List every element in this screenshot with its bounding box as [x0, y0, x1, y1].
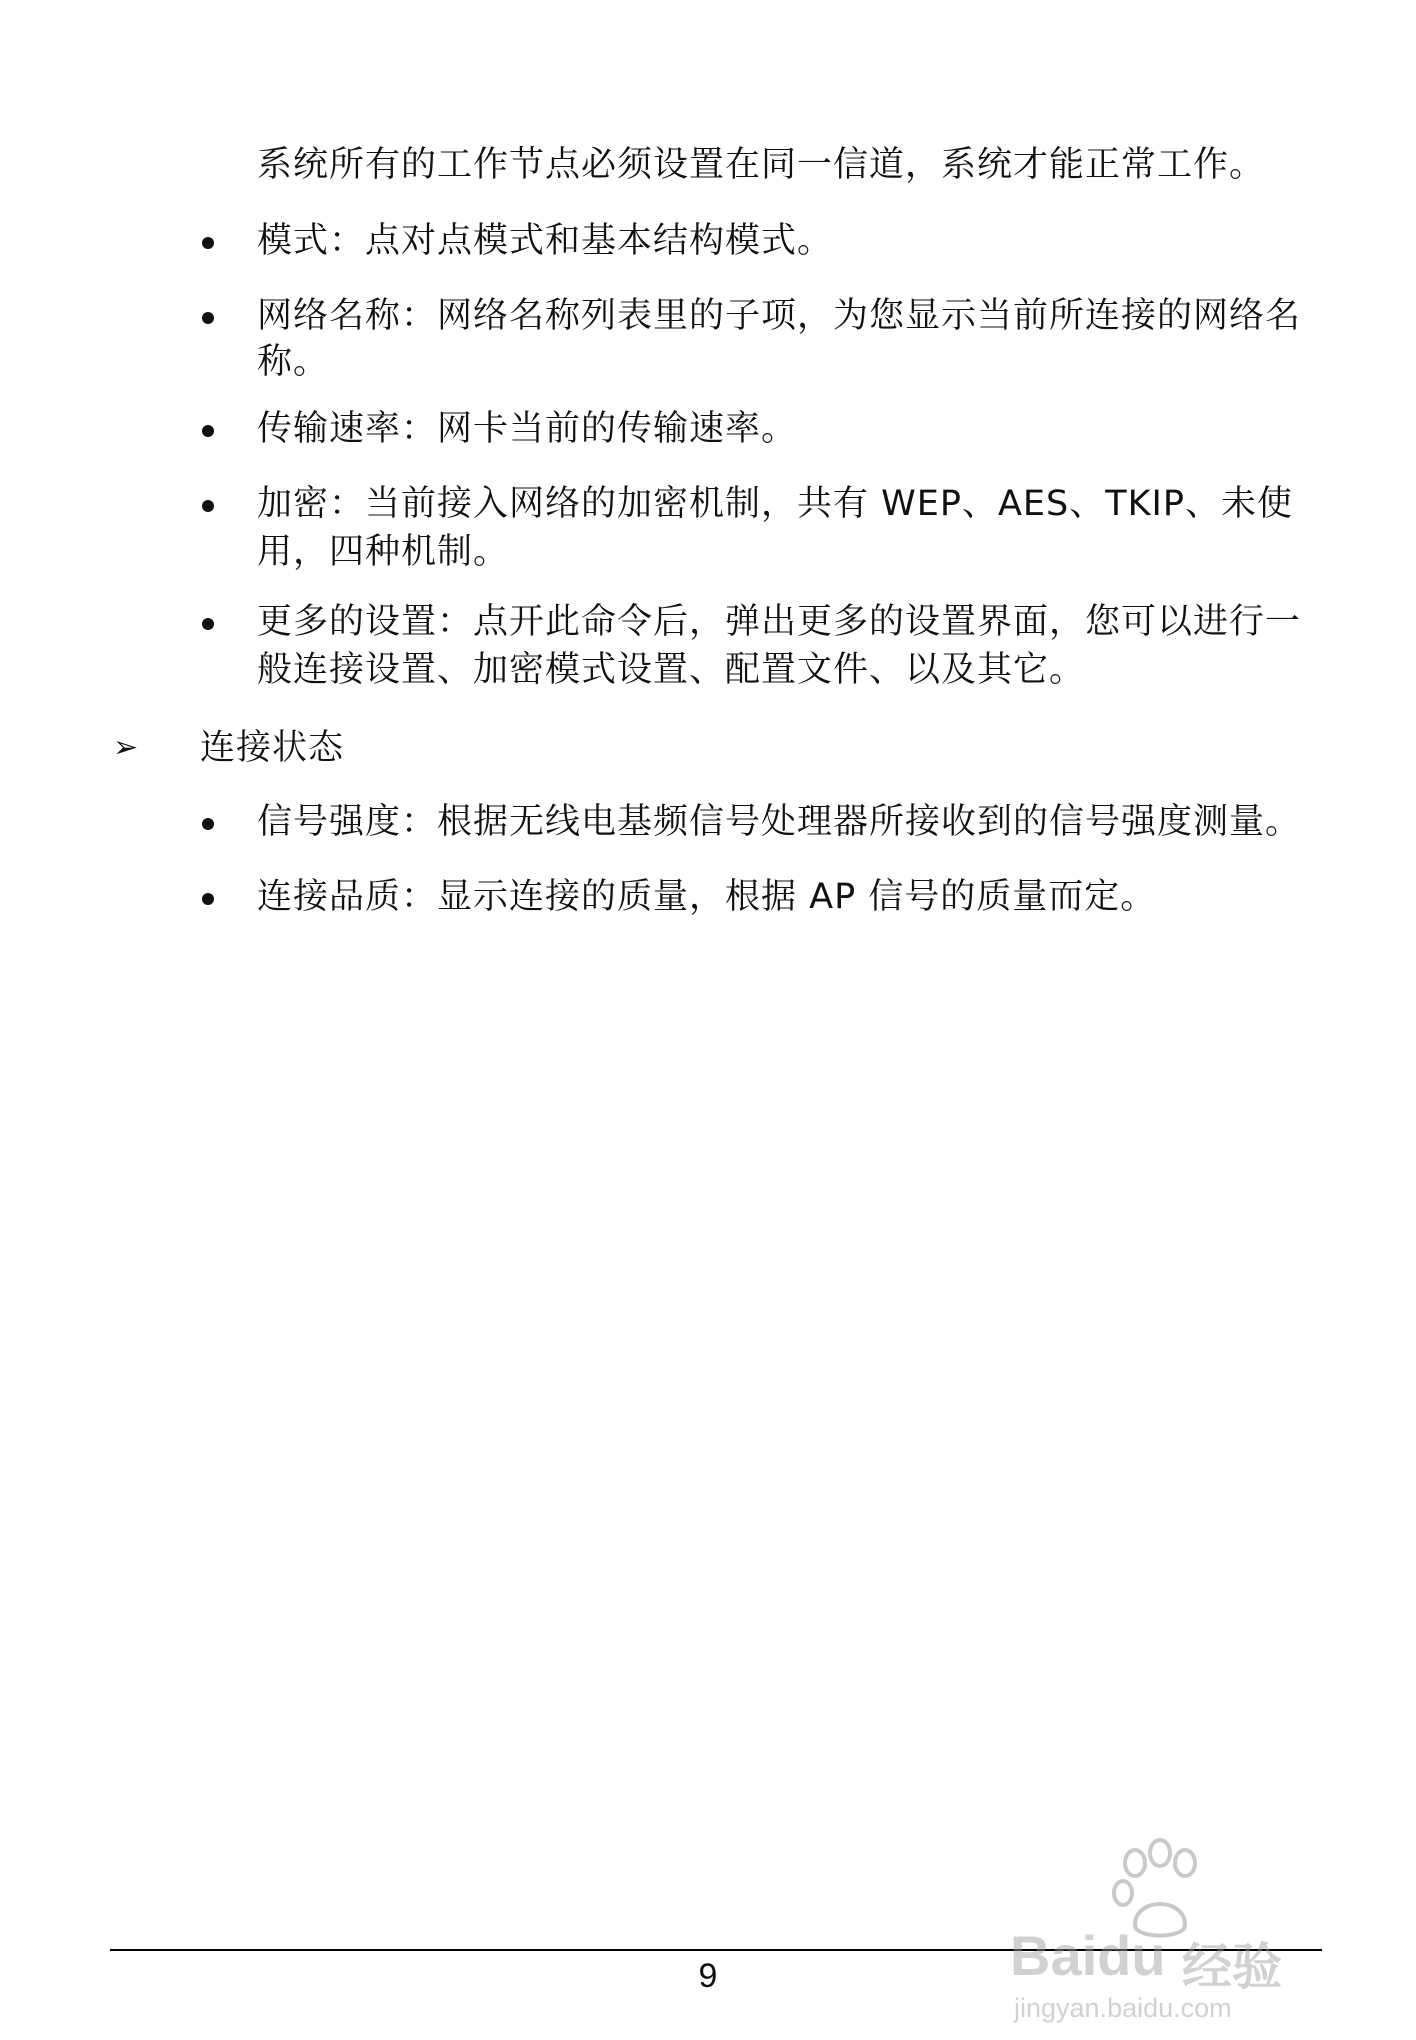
arrowhead-icon: ➢ [113, 730, 139, 765]
list-item-link-quality: 连接品质：显示连接的质量，根据 AP 信号的质量而定。 [257, 877, 1157, 917]
list-item-more-settings-cont: 般连接设置、加密模式设置、配置文件、以及其它。 [257, 650, 1086, 690]
watermark-brand: Baidu [1010, 1924, 1166, 1987]
watermark-url: jingyan.baidu.com [1014, 1993, 1232, 2023]
watermark-suffix: 经验 [1182, 1938, 1282, 1996]
section-heading: 连接状态 [200, 728, 345, 768]
bullet-dot-icon [202, 893, 214, 905]
intro-continuation-text: 系统所有的工作节点必须设置在同一信道，系统才能正常工作。 [257, 145, 1266, 185]
list-item-encryption: 加密：当前接入网络的加密机制，共有 WEP、AES、TKIP、未使 [257, 484, 1293, 524]
bullet-dot-icon [202, 618, 214, 630]
list-item-encryption-cont: 用，四种机制。 [257, 532, 510, 572]
list-item-rate: 传输速率：网卡当前的传输速率。 [257, 409, 798, 449]
list-item-signal-strength: 信号强度：根据无线电基频信号处理器所接收到的信号强度测量。 [257, 802, 1302, 842]
bullet-dot-icon [202, 425, 214, 437]
bullet-dot-icon [202, 312, 214, 324]
list-item-network-name: 网络名称：网络名称列表里的子项，为您显示当前所连接的网络名 [257, 296, 1302, 336]
bullet-dot-icon [202, 500, 214, 512]
list-item-more-settings: 更多的设置：点开此命令后，弹出更多的设置界面，您可以进行一 [257, 602, 1302, 642]
list-item-network-name-cont: 称。 [257, 342, 330, 382]
bullet-dot-icon [202, 237, 214, 249]
list-item-mode: 模式：点对点模式和基本结构模式。 [257, 221, 834, 261]
bullet-dot-icon [202, 818, 214, 830]
baidu-jingyan-watermark [1010, 1835, 1340, 2025]
page-number: 9 [698, 1957, 718, 1995]
